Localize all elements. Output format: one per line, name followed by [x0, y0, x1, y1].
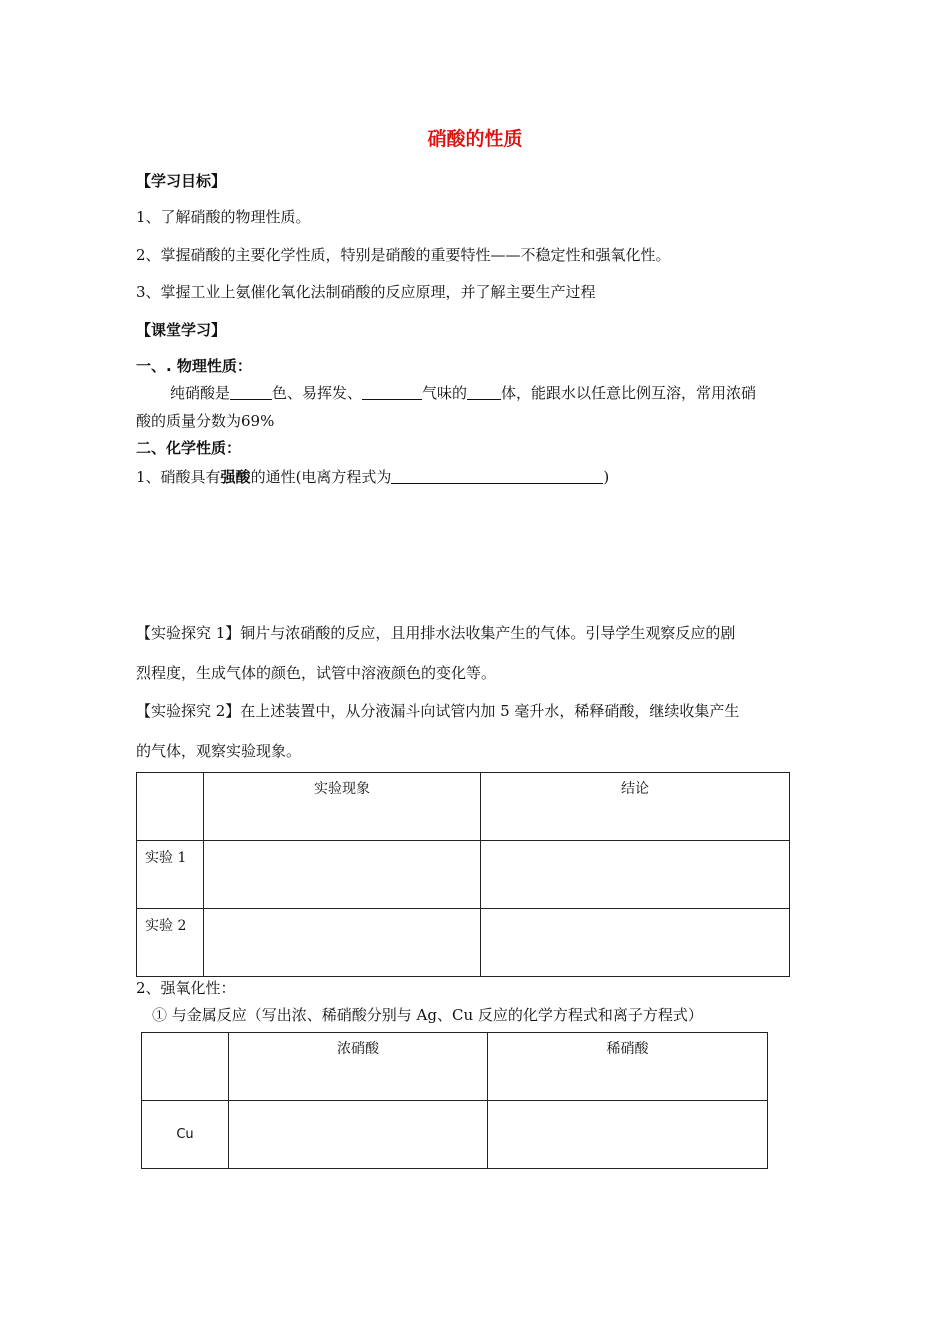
- experiment-table: [136, 772, 790, 977]
- page-title: 硝酸的性质: [427, 128, 523, 150]
- classroom-heading: 【课堂学习】: [136, 321, 227, 339]
- objective-item-1: 1、了解硝酸的物理性质。: [136, 208, 311, 226]
- experiment-1-line-2: 烈程度，生成气体的颜色，试管中溶液颜色的变化等。: [136, 664, 497, 682]
- physical-line-2: 酸的质量分数为69%: [136, 412, 275, 430]
- answer-cell[interactable]: [481, 841, 790, 909]
- physical-text-b: 色、易挥发、: [272, 384, 363, 402]
- table-row: [137, 909, 790, 977]
- strong-acid-label: 强酸: [220, 468, 251, 486]
- table-header-cell: [137, 773, 204, 841]
- row-label-experiment-1: 实验 1: [137, 841, 204, 909]
- table-row: [142, 1101, 768, 1169]
- row-label-cu: Cu: [142, 1101, 229, 1169]
- table-header-concentrated: 浓硝酸: [229, 1033, 488, 1101]
- blank-ionization-equation[interactable]: [391, 469, 603, 484]
- experiment-2-line-2: 的气体，观察实验现象。: [136, 742, 302, 760]
- table-row: [137, 841, 790, 909]
- objectives-heading: 【学习目标】: [136, 172, 227, 190]
- answer-cell[interactable]: [488, 1101, 768, 1169]
- table-row: [142, 1033, 768, 1101]
- answer-cell[interactable]: [204, 909, 481, 977]
- chemical-item-1: [136, 466, 609, 487]
- oxidation-heading: 2、强氧化性：: [136, 979, 236, 997]
- table-header-phenomenon: 实验现象: [204, 773, 481, 841]
- metal-reaction-table: [141, 1032, 768, 1169]
- oxidation-sub-1: ① 与金属反应（写出浓、稀硝酸分别与 Ag、Cu 反应的化学方程式和离子方程式）: [152, 1006, 703, 1024]
- answer-cell[interactable]: [229, 1101, 488, 1169]
- experiment-2-line-1: 【实验探究 2】在上述装置中，从分液漏斗向试管内加 5 毫升水，稀释硝酸，继续收集产生: [136, 702, 740, 720]
- answer-cell[interactable]: [481, 909, 790, 977]
- experiment-1-line-1: 【实验探究 1】铜片与浓硝酸的反应，且用排水法收集产生的气体。引导学生观察反应的剧: [136, 624, 736, 642]
- objective-item-2: 2、掌握硝酸的主要化学性质，特别是硝酸的重要特性——不稳定性和强氧化性。: [136, 246, 671, 264]
- table-header-cell: [142, 1033, 229, 1101]
- answer-cell[interactable]: [204, 841, 481, 909]
- table-header-conclusion: 结论: [481, 773, 790, 841]
- chemical-text-b: 的通性(电离方程式为: [250, 468, 392, 486]
- row-label-experiment-2: 实验 2: [137, 909, 204, 977]
- physical-text-c: 气味的: [422, 384, 468, 402]
- blank-state[interactable]: [467, 385, 501, 400]
- physical-text-a: 纯硝酸是: [170, 384, 231, 402]
- table-row: [137, 773, 790, 841]
- objective-item-3: 3、掌握工业上氨催化氧化法制硝酸的反应原理，并了解主要生产过程: [136, 283, 596, 301]
- chemical-heading: 二、化学性质：: [136, 439, 242, 457]
- chemical-text-c: ): [603, 468, 610, 486]
- blank-color[interactable]: [230, 385, 272, 400]
- table-header-dilute: 稀硝酸: [488, 1033, 768, 1101]
- physical-text-d: 体，能跟水以任意比例互溶，常用浓硝: [501, 384, 757, 402]
- physical-heading: 一、. 物理性质：: [136, 357, 252, 375]
- blank-odor[interactable]: [362, 385, 422, 400]
- physical-line-1: [170, 382, 756, 403]
- chemical-text-a: 1、硝酸具有: [136, 468, 221, 486]
